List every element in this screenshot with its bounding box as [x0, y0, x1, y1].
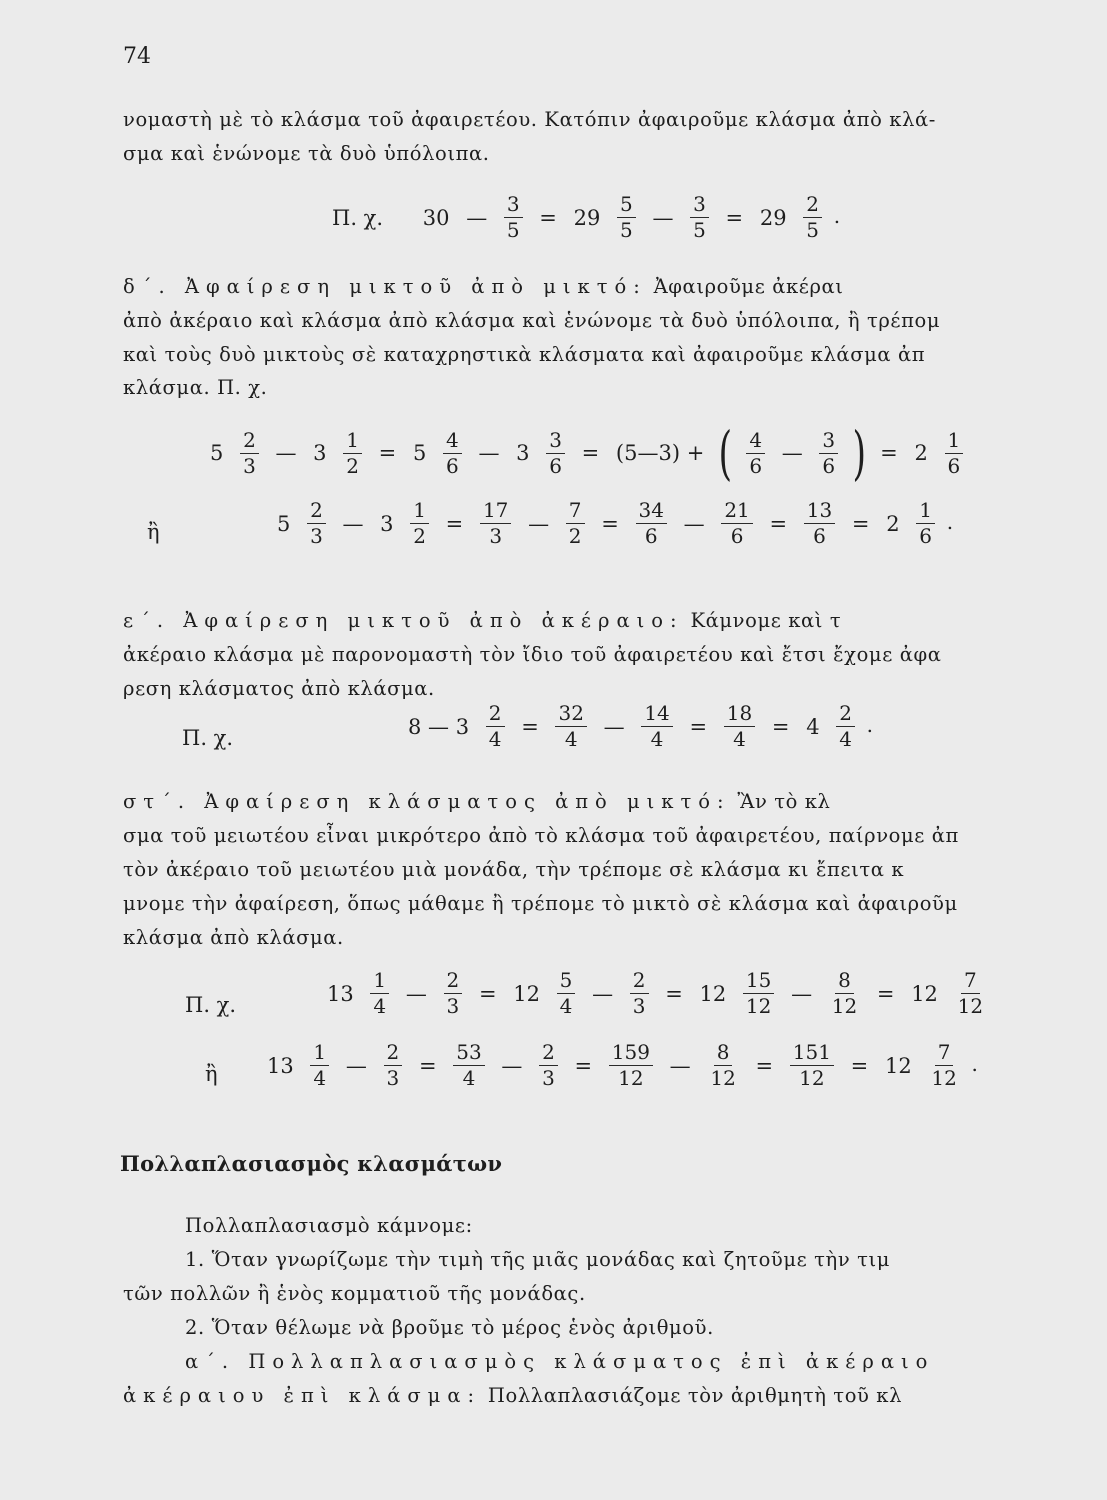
fraction: [721, 500, 752, 547]
denominator: 12: [745, 994, 772, 1018]
numerator: 8: [835, 970, 854, 994]
equals-sign: =: [601, 511, 619, 536]
text-line: κλάσμα ἀπὸ κλάσμα.: [123, 926, 344, 949]
example-label: Π. χ.: [332, 205, 384, 230]
fraction: [836, 703, 855, 750]
minus-sign: —: [345, 1053, 367, 1078]
denominator: 12: [710, 1066, 736, 1090]
text-line: τῶν πολλῶν ἢ ἑνὸς κομματιοῦ τῆς μονάδας.: [123, 1282, 586, 1305]
fraction: [928, 1042, 959, 1089]
numerator: 7: [566, 500, 585, 524]
left-parenthesis: (: [718, 419, 733, 487]
denominator: 4: [650, 727, 664, 751]
denominator: 12: [931, 1066, 957, 1090]
grouped-expression: (5—3) +: [615, 441, 705, 465]
section-title: δ΄. Ἀφαίρεση μικτοῦ ἀπὸ μικτό:: [123, 275, 647, 298]
denominator: 6: [446, 453, 459, 478]
equals-sign: =: [771, 714, 790, 739]
right-parenthesis: ): [852, 419, 866, 487]
numerator: 1: [370, 970, 389, 994]
denominator: 2: [346, 453, 359, 478]
numerator: 2: [803, 194, 822, 218]
text-line: καὶ τοὺς δυὸ μικτοὺς σὲ καταχρηστικὰ κλάσματα καὶ ἀφαιροῦμε κλάσμα ἀπ: [123, 343, 926, 366]
equals-sign: =: [478, 981, 497, 1006]
equals-sign: =: [521, 714, 539, 739]
equals-sign: =: [876, 981, 895, 1006]
denominator: 4: [733, 727, 746, 751]
section-st-title-line: [123, 790, 831, 813]
fraction: [617, 194, 636, 241]
numerator: 4: [443, 430, 462, 454]
text-line: κλάσμα. Π. χ.: [123, 376, 268, 399]
equation-example-2b: [272, 500, 953, 547]
text-line: ἀκέραιο κλάσμα μὲ παρονομαστὴ τὸν ἴδιο τοῦ ἀφαιρετέου καὶ ἔτσι ἔχομε ἀφα: [123, 643, 942, 666]
denominator: 5: [506, 218, 520, 242]
numerator: 7: [961, 970, 980, 994]
numerator: 3: [690, 194, 709, 218]
equals-sign: =: [665, 981, 683, 1006]
whole-number: 3: [516, 441, 530, 465]
numerator: 34: [636, 500, 667, 524]
equals-sign: =: [880, 441, 898, 465]
whole-number: 12: [699, 981, 727, 1006]
text-line: τὸν ἀκέραιο τοῦ μειωτέου μιὰ μονάδα, τὴν τρέπομε σὲ κλάσμα κι ἔπειτα κ: [123, 858, 905, 881]
section-text: Ἂν τὸ κλ: [737, 790, 831, 813]
equals-sign: =: [769, 511, 788, 536]
numerator: 1: [410, 500, 429, 524]
numerator: 1: [343, 430, 362, 454]
equals-sign: =: [539, 205, 557, 230]
fraction: [746, 427, 765, 478]
fraction: [453, 1042, 484, 1089]
equation-example-4a: [322, 970, 991, 1017]
denominator: 5: [693, 218, 706, 242]
denominator: 4: [559, 994, 573, 1018]
denominator: 4: [564, 727, 578, 751]
fraction: [546, 427, 565, 478]
fraction: [707, 1042, 738, 1089]
whole-number: 29: [759, 205, 787, 230]
numerator: 15: [743, 970, 774, 994]
section-title: ε΄. Ἀφαίρεση μικτοῦ ἀπὸ ἀκέραιο:: [123, 609, 684, 632]
denominator: 6: [644, 524, 658, 548]
numerator: 159: [609, 1042, 653, 1066]
or-label: ἢ: [147, 520, 160, 544]
equals-sign: =: [851, 511, 870, 536]
equation-example-4b: [262, 1042, 978, 1089]
minus-sign: —: [478, 441, 500, 465]
equals-sign: =: [581, 441, 600, 465]
minus-sign: —: [405, 981, 427, 1006]
fraction: [690, 194, 709, 241]
section-e-title-line: [123, 609, 841, 632]
numerator: 2: [630, 970, 649, 994]
section-text: Πολλαπλασιάζομε τὸν ἀριθμητὴ τοῦ κλ: [487, 1384, 903, 1407]
equals-sign: =: [418, 1053, 437, 1078]
fraction: [743, 970, 774, 1017]
fraction: [370, 970, 389, 1017]
denominator: 3: [386, 1066, 400, 1090]
denominator: 3: [310, 524, 323, 548]
equals-sign: =: [689, 714, 708, 739]
fraction: [240, 427, 259, 478]
denominator: 12: [957, 994, 984, 1018]
denominator: 3: [489, 524, 503, 548]
denominator: 6: [947, 453, 961, 478]
text-line: μνομε τὴν ἀφαίρεση, ὅπως μάθαμε ἢ τρέπομε τὸ μικτὸ σὲ κλάσμα καὶ ἀφαιροῦμ: [123, 892, 958, 915]
denominator: 4: [488, 727, 502, 751]
fraction: [641, 703, 672, 750]
text-line: σμα καὶ ἑνώνομε τὰ δυὸ ὑπόλοιπα.: [123, 142, 490, 165]
section-text: Ἀφαιροῦμε ἀκέραι: [653, 275, 844, 298]
whole-number: 12: [513, 981, 540, 1006]
numerator: 8: [714, 1042, 733, 1066]
denominator: 6: [919, 524, 932, 548]
equals-sign: =: [755, 1053, 774, 1078]
fraction: [307, 500, 326, 547]
whole-number: 12: [911, 981, 938, 1006]
fraction: [630, 970, 649, 1017]
denominator: 4: [313, 1066, 327, 1090]
numerator: 18: [724, 703, 755, 727]
denominator: 12: [618, 1066, 644, 1090]
fraction: [955, 970, 986, 1017]
fraction: [829, 970, 860, 1017]
numerator: 151: [790, 1042, 834, 1066]
section-title: στ΄. Ἀφαίρεση κλάσματος ἀπὸ μικτό:: [123, 790, 731, 813]
minus-sign: —: [275, 441, 297, 465]
numerator: 2: [307, 500, 326, 524]
denominator: 6: [813, 524, 826, 548]
equation-example-3: [403, 703, 873, 750]
minuend-expression: 8 — 3: [408, 714, 470, 739]
fraction: [916, 500, 935, 547]
numerator: 2: [444, 970, 463, 994]
denominator: 6: [730, 524, 744, 548]
whole-number: 4: [806, 714, 820, 739]
numerator: 32: [555, 703, 586, 727]
fraction: [636, 500, 667, 547]
whole-number: 29: [573, 205, 601, 230]
minus-sign: —: [669, 1053, 691, 1078]
numerator: 2: [384, 1042, 403, 1066]
whole-number: 2: [886, 511, 900, 536]
fraction: [486, 703, 505, 750]
numerator: 2: [486, 703, 505, 727]
numerator: 2: [240, 430, 259, 454]
numerator: 13: [804, 500, 835, 524]
numerator: 53: [453, 1042, 484, 1066]
section-title: ἀκέραιου ἐπὶ κλάσμα:: [123, 1384, 482, 1407]
minus-sign: —: [683, 511, 705, 536]
period: .: [946, 510, 954, 534]
denominator: 12: [799, 1066, 825, 1090]
fraction: [555, 703, 586, 750]
fraction: [609, 1042, 653, 1089]
numerator: 17: [480, 500, 511, 524]
whole-number: 5: [210, 441, 224, 465]
section-d-title-line: [123, 275, 844, 298]
denominator: 2: [568, 524, 582, 548]
fraction: [410, 500, 429, 547]
whole-number: 3: [313, 441, 327, 465]
fraction: [480, 500, 511, 547]
equals-sign: =: [574, 1053, 593, 1078]
denominator: 6: [549, 453, 562, 478]
minus-sign: —: [342, 511, 364, 536]
whole-number: 2: [914, 441, 928, 465]
numerator: 5: [617, 194, 636, 218]
text-line: ἀπὸ ἀκέραιο καὶ κλάσμα ἀπὸ κλάσμα καὶ ἑνώνομε τὰ δυὸ ὑπόλοιπα, ἢ τρέπομ: [123, 309, 941, 332]
whole-number: 3: [380, 511, 394, 536]
minus-sign: —: [603, 714, 625, 739]
fraction: [566, 500, 585, 547]
denominator: 6: [749, 453, 763, 478]
text-line: σμα τοῦ μειωτέου εἶναι μικρότερο ἀπὸ τὸ κλάσμα τοῦ ἀφαιρετέου, παίρνομε ἀπ: [123, 824, 959, 847]
whole-number: 5: [412, 441, 427, 465]
fraction: [443, 427, 462, 478]
numerator: 5: [557, 970, 576, 994]
example-label: Π. χ.: [182, 726, 234, 750]
example-label: Π. χ.: [185, 993, 237, 1017]
fraction: [557, 970, 576, 1017]
text-line: Πολλαπλασιασμὸ κάμνομε:: [185, 1214, 473, 1237]
period: .: [971, 1052, 978, 1076]
section-title: α΄. Πολλαπλασιασμὸς κλάσματος ἐπὶ ἀκέραιο: [185, 1350, 935, 1373]
numerator: 14: [641, 703, 672, 727]
fraction: [504, 194, 523, 241]
denominator: 4: [373, 994, 387, 1018]
minus-sign: —: [592, 981, 614, 1006]
equals-sign: =: [850, 1053, 869, 1078]
text-line: 1. Ὅταν γνωρίζωμε τὴν τιμὴ τῆς μιᾶς μονάδας καὶ ζητοῦμε τὴν τιμ: [185, 1248, 890, 1271]
minus-sign: —: [528, 511, 550, 536]
denominator: 3: [542, 1066, 555, 1090]
minus-sign: —: [652, 205, 674, 230]
section-heading: Πολλαπλασιασμὸς κλασμάτων: [120, 1151, 503, 1176]
whole-number: 13: [327, 981, 354, 1006]
whole-number: 13: [267, 1053, 294, 1078]
minus-sign: —: [781, 441, 803, 465]
page-number: 74: [123, 44, 151, 69]
period: .: [833, 204, 841, 228]
fraction: [804, 500, 835, 547]
equation-example-2a: [205, 419, 968, 487]
section-text: Κάμνομε καὶ τ: [690, 609, 842, 632]
whole-number: 12: [884, 1053, 912, 1078]
equals-sign: =: [725, 205, 744, 230]
numerator: 21: [721, 500, 752, 524]
denominator: 5: [620, 218, 633, 242]
fraction: [310, 1042, 329, 1089]
numerator: 1: [310, 1042, 329, 1066]
or-label: ἢ: [205, 1062, 218, 1086]
fraction: [790, 1042, 834, 1089]
fraction: [819, 427, 838, 478]
whole-number: 5: [277, 511, 291, 536]
numerator: 3: [546, 430, 565, 454]
numerator: 3: [819, 430, 838, 454]
denominator: 3: [243, 453, 256, 478]
fraction: [945, 427, 964, 478]
numerator: 1: [945, 430, 964, 454]
fraction: [343, 427, 362, 478]
denominator: 4: [839, 727, 852, 751]
fraction: [803, 194, 822, 241]
denominator: 4: [462, 1066, 476, 1090]
fraction: [444, 970, 463, 1017]
denominator: 6: [822, 453, 836, 478]
fraction: [539, 1042, 558, 1089]
equals-sign: =: [445, 511, 464, 536]
denominator: 2: [413, 524, 426, 548]
numerator: 7: [935, 1042, 954, 1066]
text-line: 2. Ὅταν θέλωμε νὰ βροῦμε τὸ μέρος ἑνὸς ἀριθμοῦ.: [185, 1316, 714, 1339]
fraction: [384, 1042, 403, 1089]
numerator: 2: [836, 703, 855, 727]
section-a-line: [123, 1384, 902, 1407]
equation-example-1: [327, 194, 840, 241]
whole-number: 30: [422, 205, 450, 230]
text-line: ρεση κλάσματος ἀπὸ κλάσμα.: [123, 677, 435, 700]
fraction: [724, 703, 755, 750]
numerator: 2: [539, 1042, 558, 1066]
denominator: 3: [446, 994, 460, 1018]
period: .: [866, 713, 874, 737]
minus-sign: —: [466, 205, 488, 230]
equals-sign: =: [378, 441, 397, 465]
minus-sign: —: [501, 1053, 523, 1078]
text-line: νομαστὴ μὲ τὸ κλάσμα τοῦ ἀφαιρετέου. Κατόπιν ἀφαιροῦμε κλάσμα ἀπὸ κλά-: [123, 108, 936, 131]
denominator: 5: [806, 218, 819, 242]
denominator: 12: [831, 994, 858, 1018]
denominator: 3: [632, 994, 646, 1018]
minus-sign: —: [791, 981, 813, 1006]
numerator: 1: [916, 500, 935, 524]
numerator: 4: [746, 430, 765, 454]
numerator: 3: [504, 194, 523, 218]
